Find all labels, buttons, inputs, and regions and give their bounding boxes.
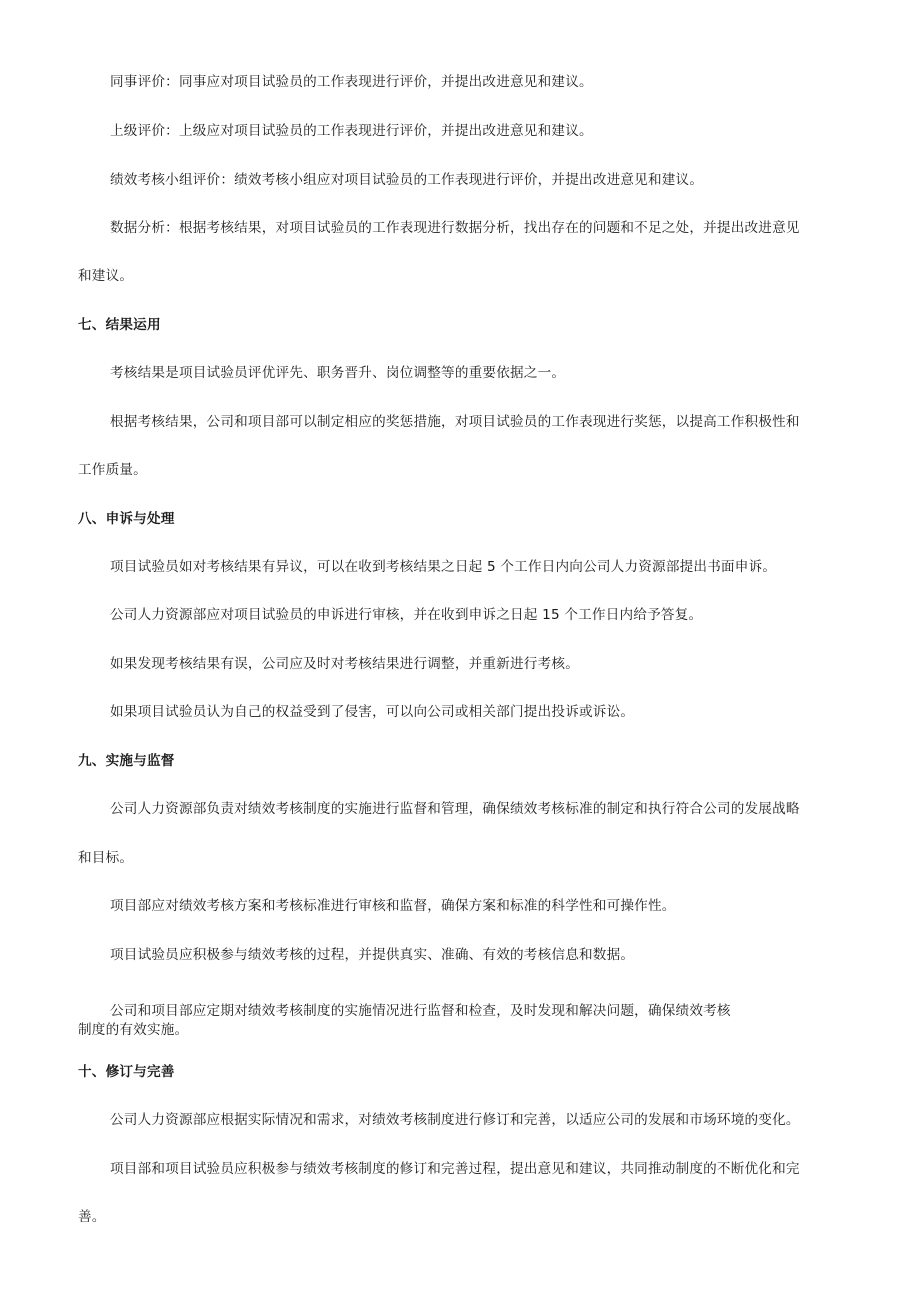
paragraph-revision-participation-cont: 善。	[78, 1209, 106, 1225]
paragraph-hr-supervision-cont: 和目标。	[78, 850, 134, 866]
paragraph-appeal-correction: 如果发现考核结果有误，公司应及时对考核结果进行调整，并重新进行考核。	[110, 656, 579, 672]
paragraph-committee-review: 绩效考核小组评价：绩效考核小组应对项目试验员的工作表现进行评价，并提出改进意见和建议。	[110, 172, 704, 188]
section-heading-revision: 十、修订与完善	[78, 1064, 175, 1080]
paragraph-project-review: 项目部应对绩效考核方案和考核标准进行审核和监督，确保方案和标准的科学性和可操作性。	[110, 898, 676, 914]
paragraph-results-rewards: 根据考核结果，公司和项目部可以制定相应的奖惩措施，对项目试验员的工作表现进行奖惩，以提高工作积极性和	[110, 414, 800, 430]
paragraph-data-analysis-cont: 和建议。	[78, 268, 134, 284]
paragraph-appeal-complaint: 如果项目试验员认为自己的权益受到了侵害，可以向公司或相关部门提出投诉或诉讼。	[110, 704, 635, 720]
section-heading-appeals: 八、申诉与处理	[78, 511, 175, 527]
paragraph-periodic-check: 公司和项目部应定期对绩效考核制度的实施情况进行监督和检查，及时发现和解决问题，确保绩效考核	[110, 1003, 731, 1019]
paragraph-participation: 项目试验员应积极参与绩效考核的过程，并提供真实、准确、有效的考核信息和数据。	[110, 947, 635, 963]
paragraph-data-analysis: 数据分析：根据考核结果，对项目试验员的工作表现进行数据分析，找出存在的问题和不足之处，并提出改进意见	[110, 220, 800, 236]
paragraph-periodic-check-cont: 制度的有效实施。	[78, 1022, 189, 1038]
paragraph-revision-hr: 公司人力资源部应根据实际情况和需求，对绩效考核制度进行修订和完善，以适应公司的发展和市场环境的变化。	[110, 1112, 800, 1128]
paragraph-revision-participation: 项目部和项目试验员应积极参与绩效考核制度的修订和完善过程，提出意见和建议，共同推动制度的不断优化和完	[110, 1161, 800, 1177]
paragraph-superior-review: 上级评价：上级应对项目试验员的工作表现进行评价，并提出改进意见和建议。	[110, 123, 593, 139]
paragraph-hr-supervision: 公司人力资源部负责对绩效考核制度的实施进行监督和管理，确保绩效考核标准的制定和执行符合公司的发展战略	[110, 801, 800, 817]
paragraph-results-rewards-cont: 工作质量。	[78, 462, 147, 478]
section-heading-implementation: 九、实施与监督	[78, 753, 175, 769]
paragraph-appeal-submit: 项目试验员如对考核结果有异议，可以在收到考核结果之日起 5 个工作日内向公司人力资源部提出书面申诉。	[110, 559, 777, 575]
paragraph-appeal-review: 公司人力资源部应对项目试验员的申诉进行审核，并在收到申诉之日起 15 个工作日内给予答复。	[110, 607, 703, 623]
paragraph-peer-review: 同事评价：同事应对项目试验员的工作表现进行评价，并提出改进意见和建议。	[110, 74, 593, 90]
section-heading-results: 七、结果运用	[78, 317, 161, 333]
paragraph-results-basis: 考核结果是项目试验员评优评先、职务晋升、岗位调整等的重要依据之一。	[110, 365, 566, 381]
